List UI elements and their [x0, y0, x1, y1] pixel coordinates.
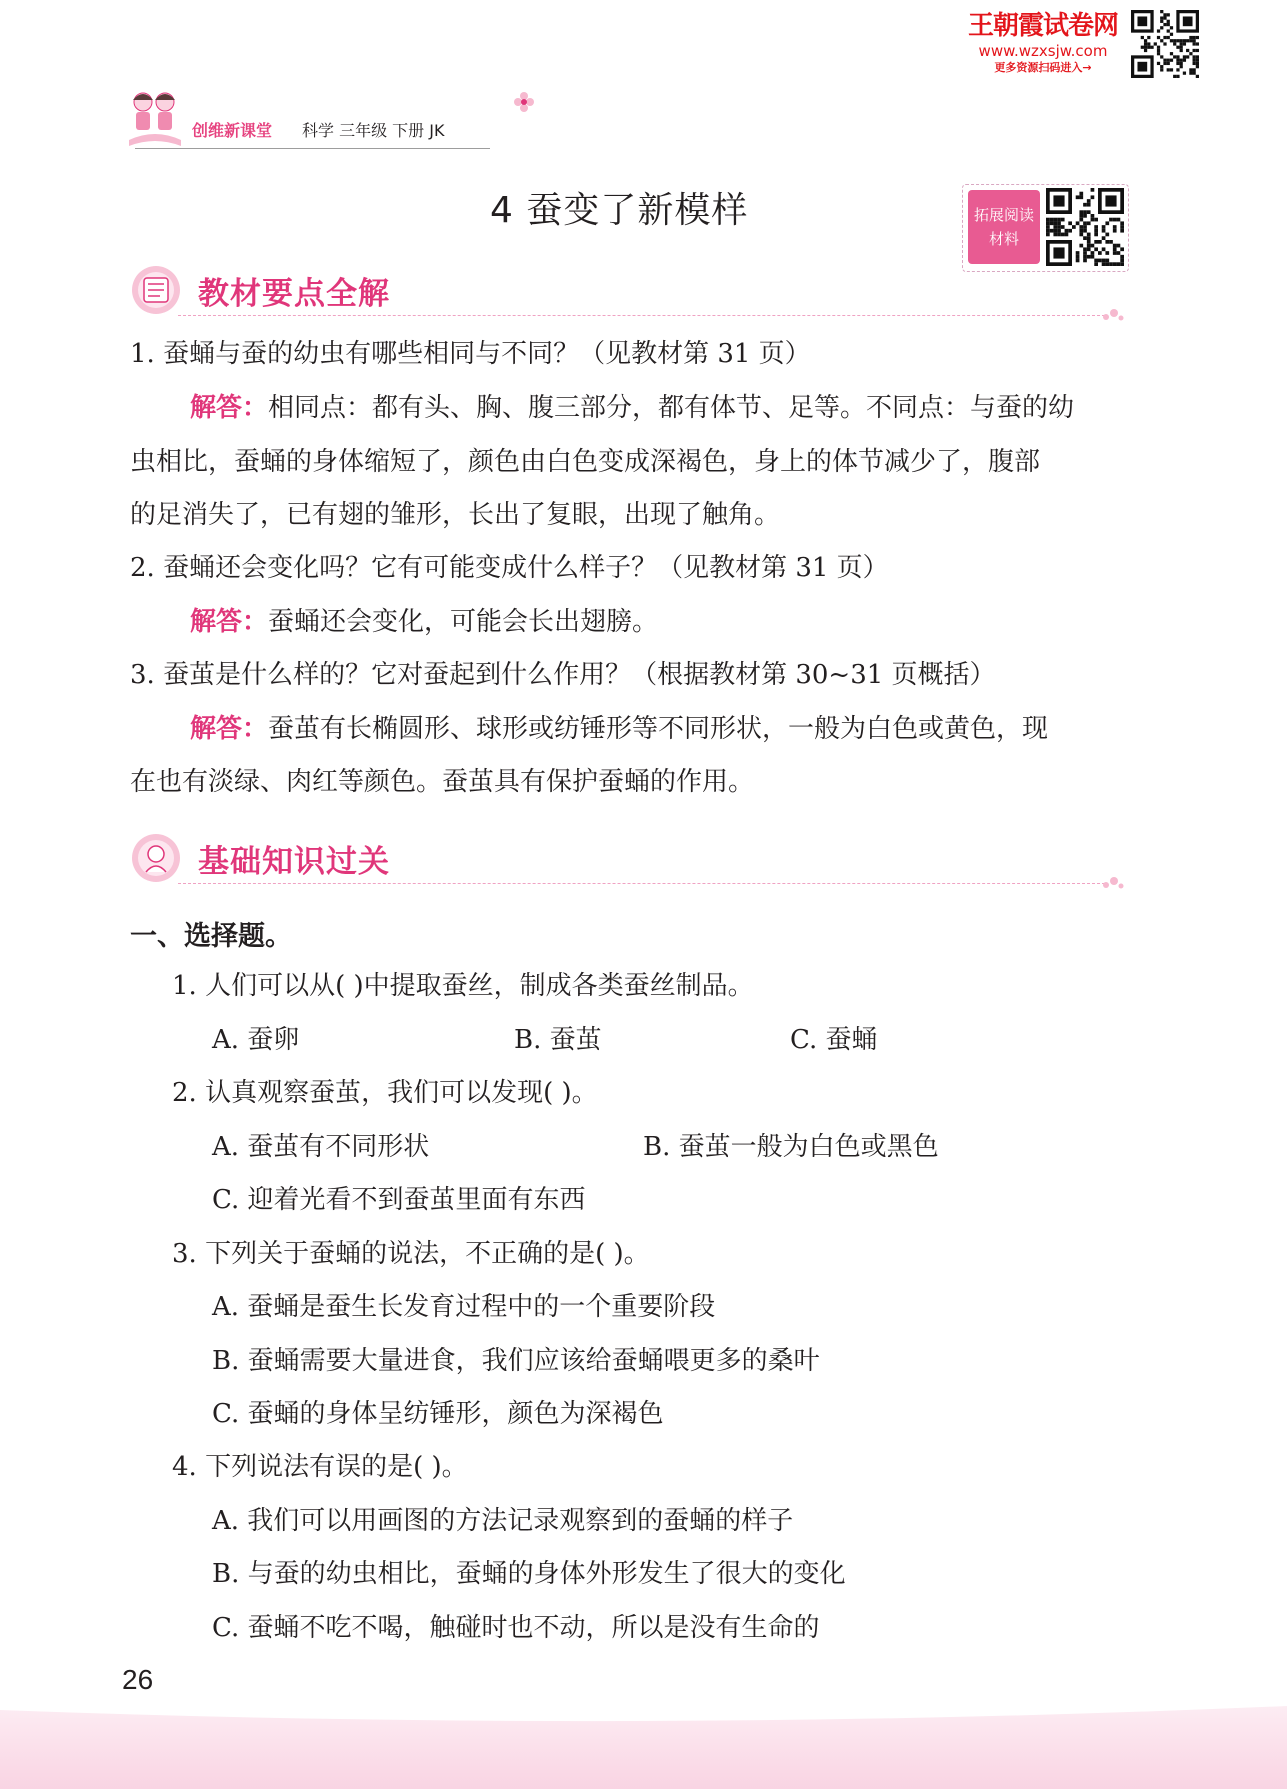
section-heading-basics	[128, 830, 1125, 890]
extension-reading-label	[968, 190, 1040, 264]
section-badge-icon	[128, 264, 190, 316]
section-title: 基础知识过关	[198, 844, 390, 880]
option-c[interactable]: C. 蚕蛹	[790, 1025, 878, 1055]
page-number: 26	[122, 1664, 154, 1695]
option-a[interactable]: A. 蚕卵	[212, 1025, 300, 1055]
option-c[interactable]: C. 迎着光看不到蚕茧里面有东西	[212, 1185, 586, 1215]
answer-label: 解答：	[190, 714, 269, 744]
footer-curve	[0, 1700, 1287, 1730]
extension-label-line2: 材料	[988, 230, 1019, 248]
option-b[interactable]: B. 蚕茧一般为白色或黑色	[643, 1132, 939, 1162]
answer-1-line-1	[190, 390, 1074, 426]
answer-text: 相同点：都有头、胸、腹三部分，都有体节、足等。不同点：与蚕的幼	[268, 393, 1075, 423]
option-a[interactable]: A. 我们可以用画图的方法记录观察到的蚕蛹的样子	[212, 1506, 794, 1536]
dots-decoration	[1101, 874, 1125, 890]
option-b[interactable]: B. 与蚕的幼虫相比，蚕蛹的身体外形发生了很大的变化	[212, 1559, 846, 1589]
lesson-title: 4 蚕变了新模样	[490, 190, 749, 231]
question-1: 1. 蚕蛹与蚕的幼虫有哪些相同与不同？（见教材第 31 页）	[130, 339, 811, 369]
watermark-title: 王朝霞试卷网	[967, 11, 1118, 41]
answer-1-line-2: 虫相比，蚕蛹的身体缩短了，颜色由白色变成深褐色，身上的体节减少了，腹部	[130, 447, 1041, 477]
question-2: 2. 蚕蛹还会变化吗？它有可能变成什么样子？（见教材第 31 页）	[130, 553, 889, 583]
option-a[interactable]: A. 蚕蛹是蚕生长发育过程中的一个重要阶段	[212, 1292, 716, 1322]
option-a[interactable]: A. 蚕茧有不同形状	[212, 1132, 430, 1162]
answer-label: 解答：	[190, 393, 269, 423]
section-underline	[178, 315, 1105, 316]
flower-icon	[512, 90, 536, 114]
qr-code-icon[interactable]	[1131, 10, 1199, 78]
answer-text: 蚕蛹还会变化，可能会长出翅膀。	[268, 607, 659, 637]
brand-name: 创维新课堂	[192, 121, 273, 140]
book-info: 科学 三年级 下册 JK	[302, 121, 445, 140]
answer-3-line-1	[190, 711, 1048, 747]
dots-decoration	[1101, 306, 1125, 322]
kids-mascot-icon	[125, 88, 185, 154]
answer-label: 解答：	[190, 607, 269, 637]
header-divider	[135, 148, 490, 149]
option-c[interactable]: C. 蚕蛹不吃不喝，触碰时也不动，所以是没有生命的	[212, 1613, 820, 1643]
section-underline	[178, 883, 1105, 884]
option-b[interactable]: B. 蚕茧	[514, 1025, 602, 1055]
question-3: 3. 蚕茧是什么样的？它对蚕起到什么作用？（根据教材第 30~31 页概括）	[130, 660, 996, 690]
mc-question-3: 3. 下列关于蚕蛹的说法，不正确的是( )。	[172, 1239, 650, 1269]
option-b[interactable]: B. 蚕蛹需要大量进食，我们应该给蚕蛹喂更多的桑叶	[212, 1346, 820, 1376]
mc-question-4: 4. 下列说法有误的是( )。	[172, 1452, 468, 1482]
answer-1-line-3: 的足消失了，已有翅的雏形，长出了复眼，出现了触角。	[130, 500, 781, 530]
mc-question-2: 2. 认真观察蚕茧，我们可以发现( )。	[172, 1078, 598, 1108]
mc-question-1: 1. 人们可以从( )中提取蚕丝，制成各类蚕丝制品。	[172, 971, 754, 1001]
option-c[interactable]: C. 蚕蛹的身体呈纺锤形，颜色为深褐色	[212, 1399, 664, 1429]
extension-label-line1: 拓展阅读	[973, 206, 1034, 224]
watermark	[958, 10, 1128, 76]
answer-3-line-2: 在也有淡绿、肉红等颜色。蚕茧具有保护蚕蛹的作用。	[130, 767, 755, 797]
watermark-url: www.wzxsjw.com	[978, 42, 1108, 60]
multiple-choice-heading: 一、选择题。	[130, 921, 292, 952]
watermark-subtitle: 更多资源扫码进入→	[994, 61, 1092, 74]
section-badge-icon	[128, 832, 190, 884]
answer-text: 蚕茧有长椭圆形、球形或纺锤形等不同形状，一般为白色或黄色，现	[268, 714, 1049, 744]
qr-code-icon[interactable]	[1046, 188, 1124, 266]
answer-2-line-1	[190, 604, 658, 640]
section-heading-key-points	[128, 262, 1125, 322]
section-title: 教材要点全解	[198, 276, 390, 312]
